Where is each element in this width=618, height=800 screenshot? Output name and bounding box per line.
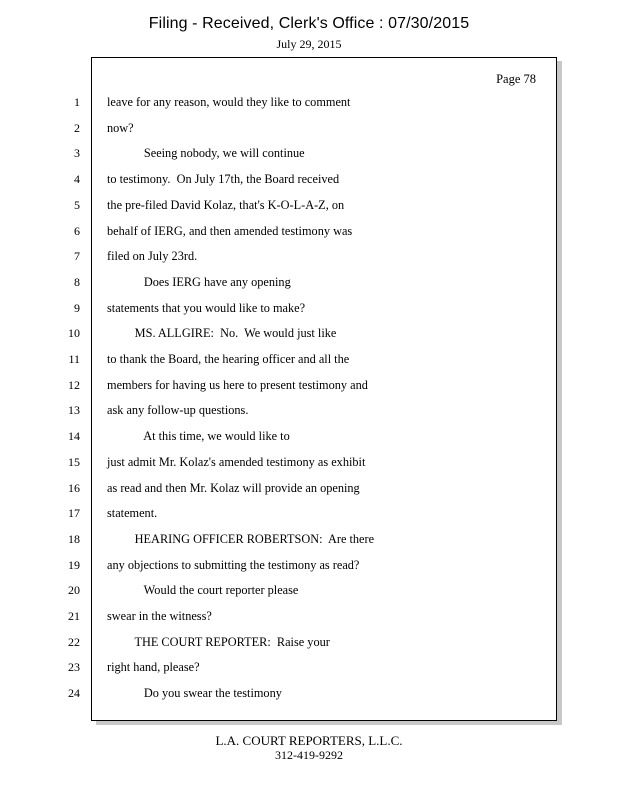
line-number: 3	[74, 146, 80, 161]
line-number: 21	[68, 609, 80, 623]
line-text: filed on July 23rd.	[107, 249, 198, 264]
line-text: the pre-filed David Kolaz, that's K-O-L-A-Z, on	[107, 197, 345, 212]
line-text: to thank the Board, the hearing officer and all the	[107, 352, 350, 366]
line-text: MS. ALLGIRE: No. We would just like	[107, 326, 337, 341]
line-number: 1	[74, 95, 80, 109]
page-number: Page 78	[496, 72, 536, 86]
line-text: any objections to submitting the testimony as read?	[107, 557, 360, 572]
line-text: just admit Mr. Kolaz's amended testimony as exhibit	[107, 454, 366, 469]
line-text: HEARING OFFICER ROBERTSON: Are there	[107, 531, 375, 546]
line-number: 15	[68, 454, 80, 469]
line-text: statement.	[107, 506, 158, 521]
line-number: 13	[68, 403, 80, 418]
line-number: 14	[68, 429, 80, 444]
line-number: 19	[68, 557, 80, 572]
court-reporter-company: L.A. COURT REPORTERS, L.L.C.	[215, 733, 403, 748]
line-number: 9	[74, 300, 80, 315]
line-text: behalf of IERG, and then amended testimony was	[107, 223, 353, 238]
line-number: 7	[74, 249, 80, 264]
line-number: 24	[68, 686, 80, 701]
line-number: 20	[68, 583, 80, 598]
line-text: THE COURT REPORTER: Raise your	[107, 634, 330, 649]
line-text: now?	[107, 120, 134, 135]
transcript-date: July 29, 2015	[276, 37, 342, 51]
line-text: Would the court reporter please	[107, 583, 299, 598]
line-number: 11	[68, 352, 80, 366]
line-text: right hand, please?	[107, 660, 200, 675]
line-text: members for having us here to present testimony and	[107, 377, 368, 392]
filing-stamp: Filing - Received, Clerk's Office : 07/30/2015	[148, 15, 470, 32]
court-reporter-phone: 312-419-9292	[275, 748, 343, 762]
line-number: 4	[74, 172, 80, 187]
line-text: swear in the witness?	[107, 609, 212, 623]
line-number: 6	[74, 223, 80, 238]
line-number: 10	[68, 326, 80, 341]
line-text: statements that you would like to make?	[107, 300, 306, 315]
line-number: 18	[68, 531, 80, 546]
line-text: Do you swear the testimony	[107, 686, 282, 701]
line-number: 12	[68, 377, 80, 392]
line-text: leave for any reason, would they like to comment	[107, 95, 351, 109]
line-number: 23	[68, 660, 80, 675]
line-number: 22	[68, 634, 80, 649]
line-text: Seeing nobody, we will continue	[107, 146, 305, 161]
line-text: to testimony. On July 17th, the Board received	[107, 172, 340, 187]
line-number: 8	[74, 274, 80, 289]
line-text: as read and then Mr. Kolaz will provide an opening	[107, 480, 360, 495]
line-number: 2	[74, 120, 80, 135]
line-text: ask any follow-up questions.	[107, 403, 249, 418]
line-text: Does IERG have any opening	[107, 274, 291, 289]
line-text: At this time, we would like to	[107, 429, 290, 444]
line-number: 5	[74, 197, 80, 212]
line-number: 16	[68, 480, 80, 495]
line-number: 17	[68, 506, 80, 521]
